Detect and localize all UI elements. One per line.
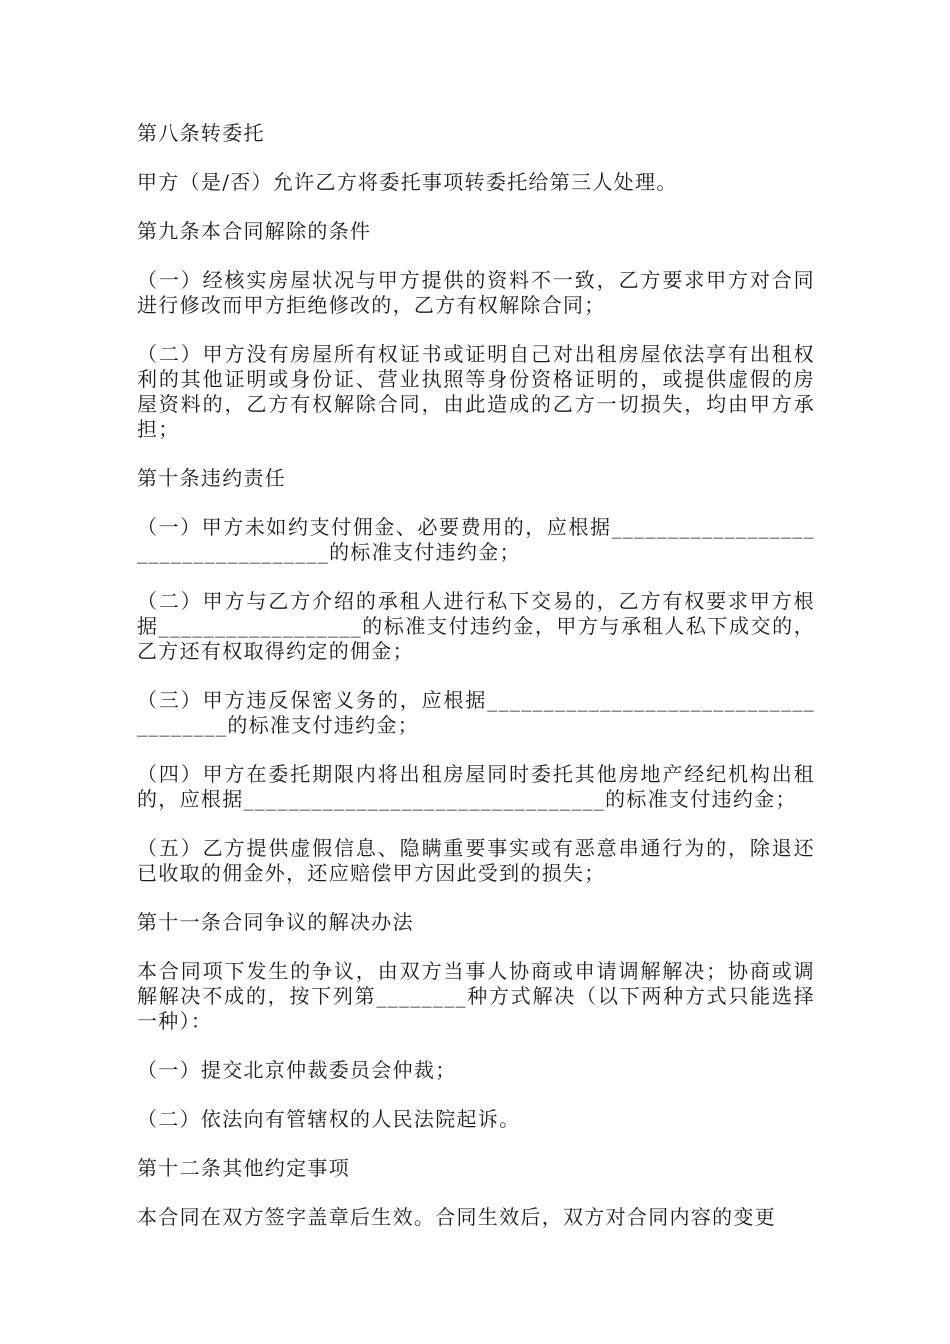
section-heading-12: 第十二条其他约定事项 [137, 1156, 350, 1180]
document-page [137, 121, 815, 1254]
section-heading-8: 第八条转委托 [137, 121, 265, 145]
paragraph-subcontract: 甲方（是/否）允许乙方将委托事项转委托给第三人处理。 [137, 170, 678, 194]
paragraph-termination-1: （一）经核实房屋状况与甲方提供的资料不一致，乙方要求甲方对合同进行修改而甲方拒绝修改的，乙方有权解除合同； [137, 268, 815, 317]
paragraph-breach-4: （四）甲方在委托期限内将出租房屋同时委托其他房地产经纪机构出租的，应根据________________________________的标准支付违约金； [137, 762, 815, 811]
paragraph-breach-5: （五）乙方提供虚假信息、隐瞒重要事实或有恶意串通行为的，除退还已收取的佣金外，还应赔偿甲方因此受到的损失； [137, 836, 815, 885]
paragraph-breach-3: （三）甲方违反保密义务的，应根据_____________________________________的标准支付违约金； [137, 688, 815, 737]
paragraph-dispute: 本合同项下发生的争议，由双方当事人协商或申请调解解决；协商或调解解决不成的，按下列第________种方式解决（以下两种方式只能选择一种）： [137, 959, 815, 1033]
paragraph-breach-2: （二）甲方与乙方介绍的承租人进行私下交易的，乙方有权要求甲方根据__________________的标准支付违约金，甲方与承租人私下成交的，乙方还有权取得约定的佣金； [137, 589, 815, 663]
paragraph-dispute-option-2: （二）依法向有管辖权的人民法院起诉。 [137, 1107, 521, 1131]
paragraph-breach-1: （一）甲方未如约支付佣金、必要费用的，应根据___________________________________的标准支付违约金； [137, 515, 815, 564]
section-heading-11: 第十一条合同争议的解决办法 [137, 910, 414, 934]
paragraph-termination-2: （二）甲方没有房屋所有权证书或证明自己对出租房屋依法享有出租权利的其他证明或身份证、营业执照等身份资格证明的，或提供虚假的房屋资料的，乙方有权解除合同，由此造成的乙方一切损失，均由甲方承担； [137, 342, 815, 441]
paragraph-dispute-option-1: （一）提交北京仲裁委员会仲裁； [137, 1058, 457, 1082]
paragraph-other-terms: 本合同在双方签字盖章后生效。合同生效后，双方对合同内容的变更 [137, 1205, 776, 1229]
section-heading-9: 第九条本合同解除的条件 [137, 219, 372, 243]
section-heading-10: 第十条违约责任 [137, 466, 287, 490]
